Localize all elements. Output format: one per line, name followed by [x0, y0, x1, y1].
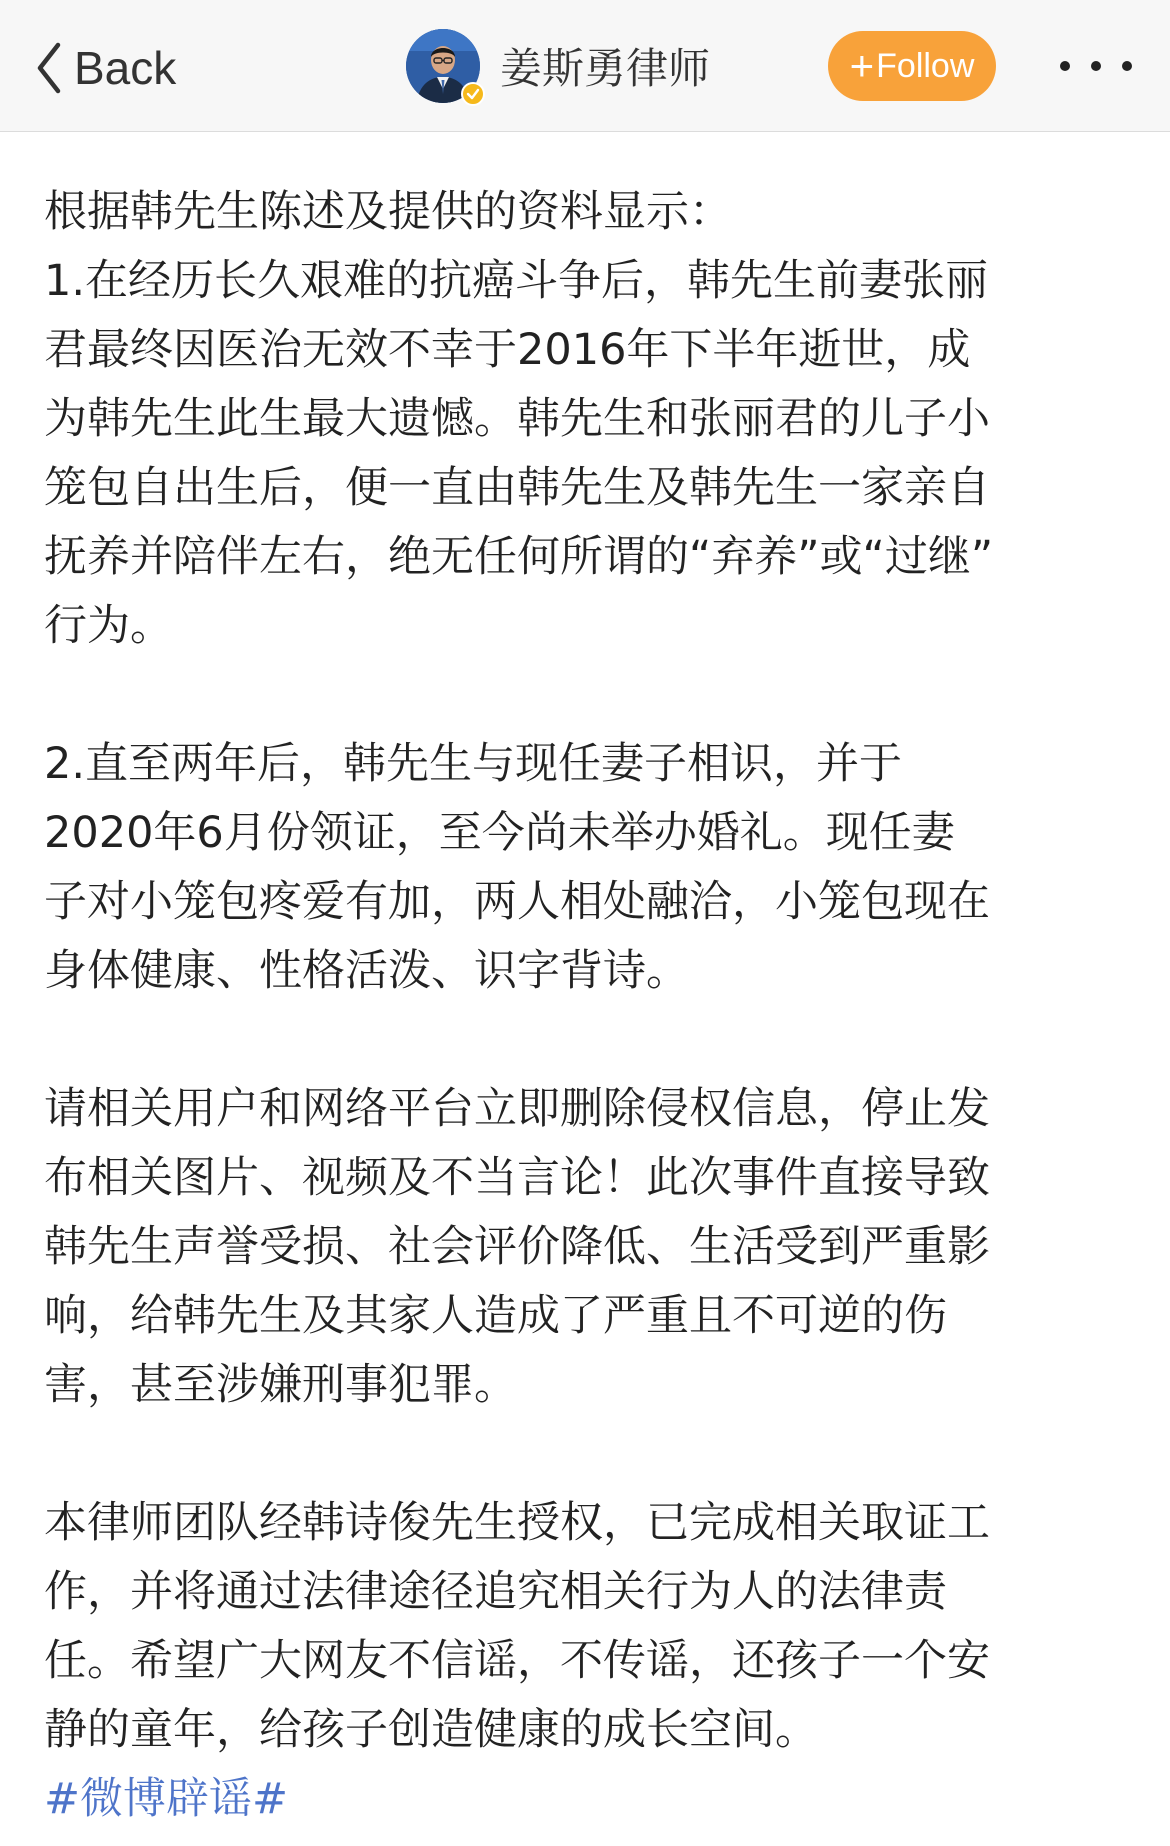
back-button[interactable]: [34, 34, 176, 102]
post-line: 2020年6月份领证，至今尚未举办婚礼。现任妻: [44, 808, 955, 858]
post-paragraph-2: [44, 730, 1132, 1006]
post-line: 韩先生声誉受损、社会评价降低、生活受到严重影: [44, 1222, 990, 1272]
follow-button[interactable]: [828, 31, 996, 101]
post-line: 请相关用户和网络平台立即删除侵权信息，停止发: [44, 1084, 990, 1134]
avatar[interactable]: [406, 29, 480, 103]
more-icon[interactable]: [1060, 46, 1132, 86]
follow-label: Follow: [876, 46, 975, 85]
top-nav-bar: [0, 0, 1170, 132]
post-line: 为韩先生此生最大遗憾。韩先生和张丽君的儿子小: [44, 394, 990, 444]
post-line: 本律师团队经韩诗俊先生授权，已完成相关取证工: [44, 1498, 990, 1548]
post-paragraph-1: [44, 178, 1132, 661]
chevron-left-icon: [34, 39, 64, 97]
post-line: 2.直至两年后，韩先生与现任妻子相识，并于: [44, 739, 903, 789]
post-paragraph-4: [44, 1489, 1132, 1834]
more-dot: [1122, 61, 1132, 71]
post-line: 任。希望广大网友不信谣，不传谣，还孩子一个安: [44, 1636, 990, 1686]
post-line: 静的童年，给孩子创造健康的成长空间。: [44, 1705, 818, 1755]
hashtag-link[interactable]: #微博辟谣#: [44, 1774, 289, 1824]
more-dot: [1060, 61, 1070, 71]
post-content: [44, 178, 1132, 1834]
post-line: 身体健康、性格活泼、识字背诗。: [44, 946, 689, 996]
profile-summary[interactable]: [406, 27, 710, 105]
more-dot: [1091, 61, 1101, 71]
post-line: 君最终因医治无效不幸于2016年下半年逝世，成: [44, 325, 971, 375]
post-line: 子对小笼包疼爱有加，两人相处融洽，小笼包现在: [44, 877, 990, 927]
back-label: Back: [74, 42, 177, 94]
post-line: 行为。: [44, 601, 173, 651]
post-line: 作，并将通过法律途径追究相关行为人的法律责: [44, 1567, 947, 1617]
post-line: 根据韩先生陈述及提供的资料显示：: [44, 187, 732, 237]
post-line: 响，给韩先生及其家人造成了严重且不可逆的伤: [44, 1291, 947, 1341]
post-line: 害，甚至涉嫌刑事犯罪。: [44, 1360, 517, 1410]
post-line: 布相关图片、视频及不当言论！此次事件直接导致: [44, 1153, 990, 1203]
post-line: 1.在经历长久艰难的抗癌斗争后，韩先生前妻张丽: [44, 256, 989, 306]
verified-badge-icon: [461, 82, 485, 106]
post-line: 笼包自出生后，便一直由韩先生及韩先生一家亲自: [44, 463, 990, 513]
author-name[interactable]: 姜斯勇律师: [500, 44, 711, 93]
post-line: 抚养并陪伴左右，绝无任何所谓的“弃养”或“过继”: [44, 532, 994, 582]
plus-icon: +: [849, 42, 875, 89]
post-paragraph-3: [44, 1075, 1132, 1420]
